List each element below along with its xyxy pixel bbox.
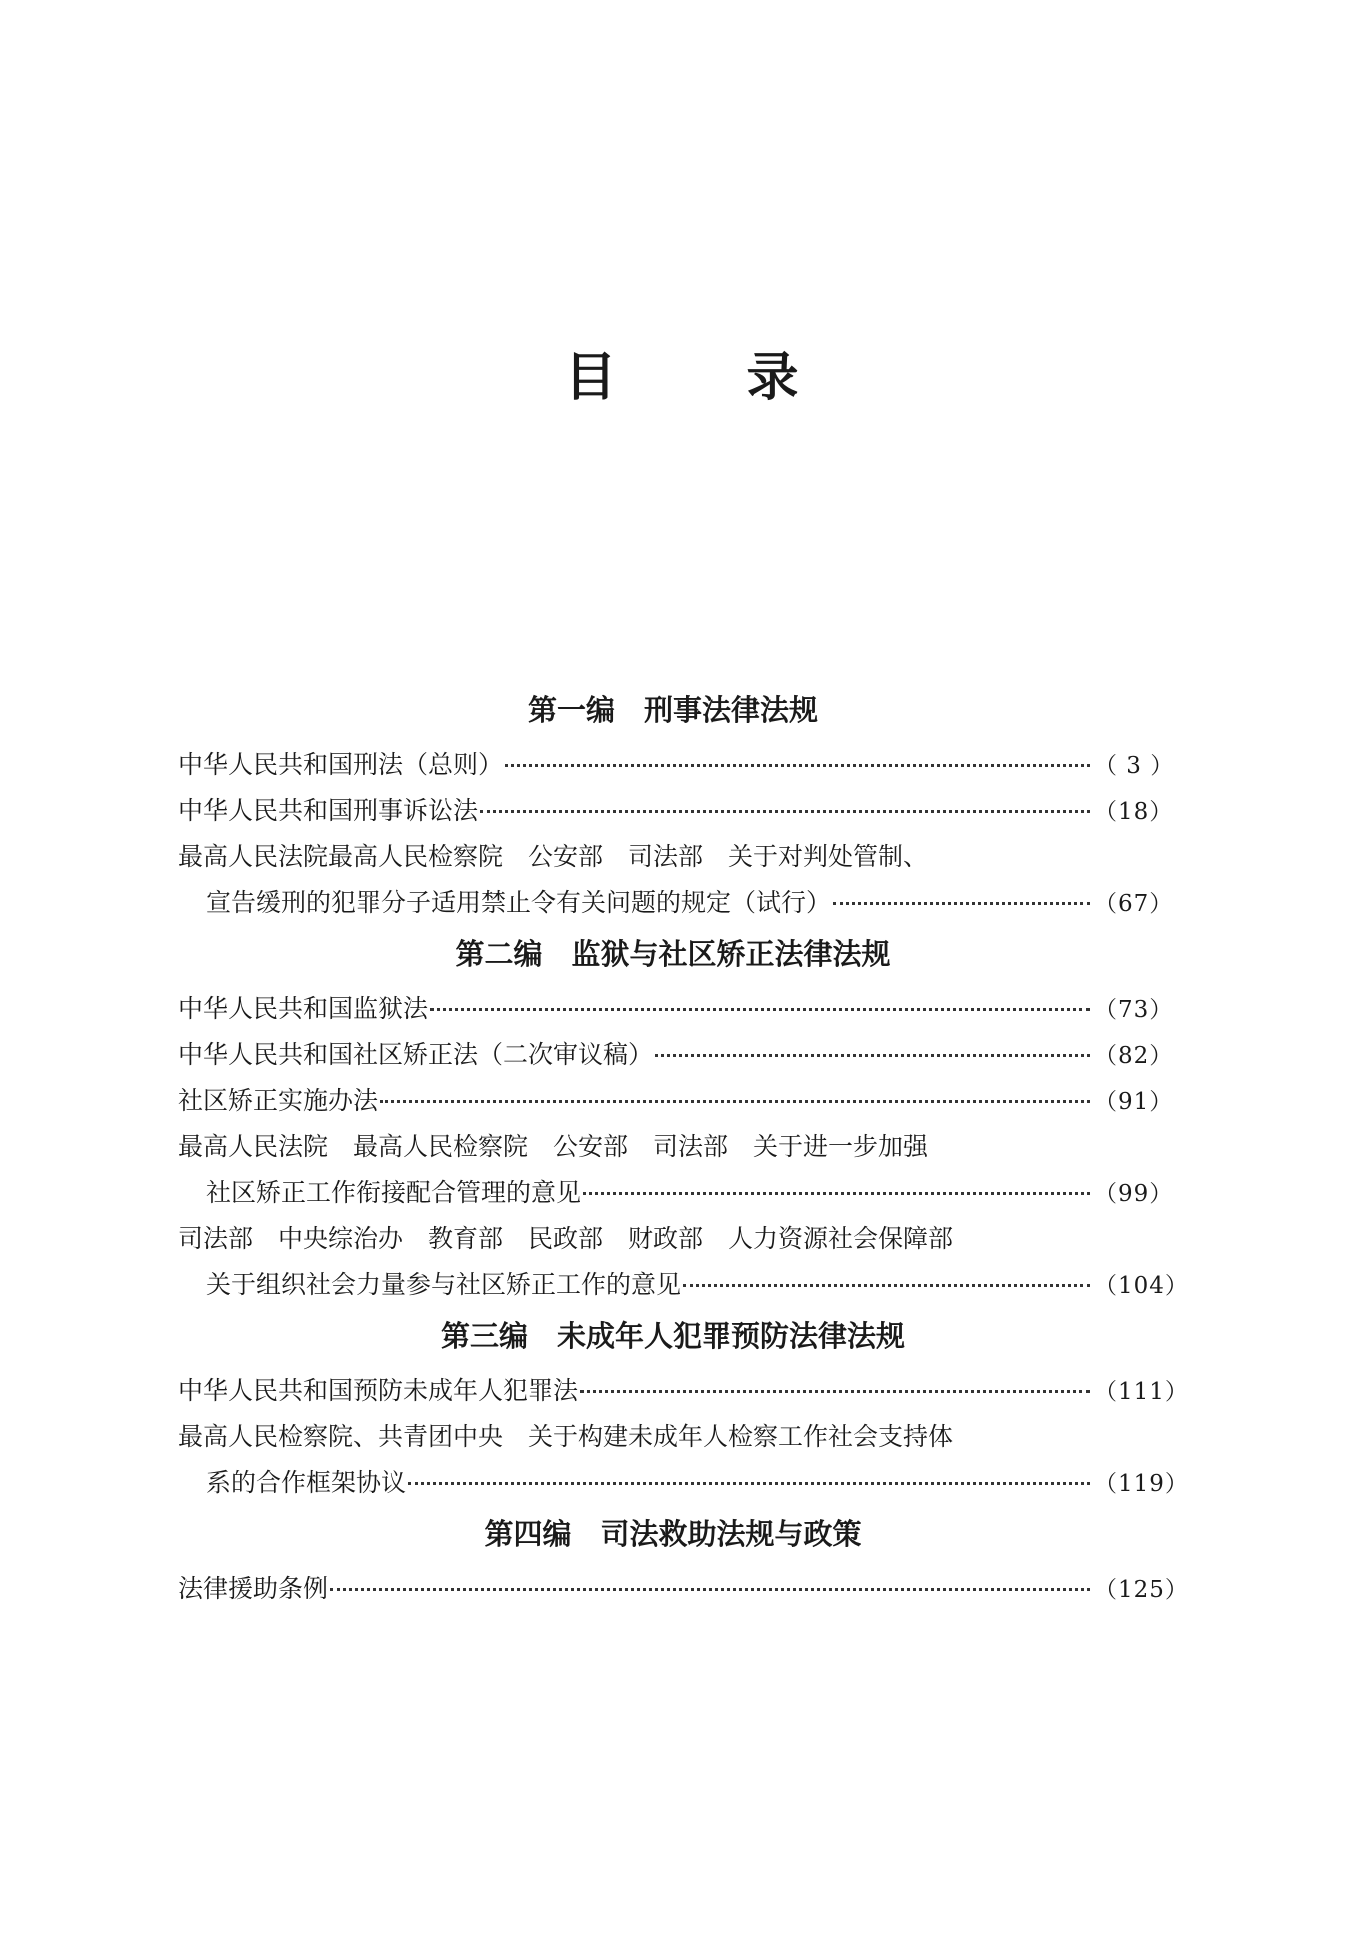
toc-entry-line xyxy=(178,1566,1189,1612)
toc-entry-continuation-line xyxy=(178,1460,1189,1506)
toc-entry[interactable] xyxy=(178,1078,1174,1124)
page-number: （119） xyxy=(1094,1471,1189,1497)
section-heading: 第四编 司法救助法规与政策 xyxy=(484,1517,862,1551)
toc-entry-title: 关于组织社会力量参与社区矫正工作的意见 xyxy=(206,1270,682,1299)
page-number: （125） xyxy=(1094,1577,1189,1603)
toc-entry-line xyxy=(178,742,1175,788)
page-number: （ 3 ） xyxy=(1094,753,1175,779)
dot-leader xyxy=(380,1099,1090,1103)
table-of-contents xyxy=(178,686,1189,1612)
dot-leader xyxy=(330,1587,1090,1591)
toc-entry[interactable] xyxy=(178,1566,1189,1612)
toc-entry-line xyxy=(178,1032,1174,1078)
toc-entry[interactable] xyxy=(178,1216,1189,1308)
toc-entry-title: 社区矫正实施办法 xyxy=(178,1086,379,1115)
toc-entry-title: 法律援助条例 xyxy=(178,1574,329,1603)
toc-entry-title: 中华人民共和国刑事诉讼法 xyxy=(178,796,479,825)
page-number: （91） xyxy=(1094,1089,1174,1115)
page-number: （73） xyxy=(1094,997,1174,1023)
toc-entry-title: 司法部 中央综治办 教育部 民政部 财政部 人力资源社会保障部 xyxy=(178,1224,954,1253)
toc-entry-title: 系的合作框架协议 xyxy=(206,1468,407,1497)
page-number: （104） xyxy=(1094,1273,1189,1299)
dot-leader xyxy=(583,1191,1090,1195)
toc-entry-line xyxy=(178,1414,1168,1460)
toc-section xyxy=(178,686,1175,926)
page-number: （111） xyxy=(1094,1379,1189,1405)
dot-leader xyxy=(480,809,1090,813)
toc-entry-title: 中华人民共和国监狱法 xyxy=(178,994,429,1023)
toc-entry-line xyxy=(178,986,1174,1032)
toc-entry-line xyxy=(178,1078,1174,1124)
dot-leader xyxy=(408,1481,1090,1485)
toc-entry-line xyxy=(178,1216,1168,1262)
toc-entry-title: 中华人民共和国刑法（总则） xyxy=(178,750,504,779)
section-heading: 第二编 监狱与社区矫正法律法规 xyxy=(455,937,891,971)
page-number: （18） xyxy=(1094,799,1174,825)
toc-entry[interactable] xyxy=(178,1124,1174,1216)
dot-leader xyxy=(683,1283,1090,1287)
toc-entry-title: 最高人民法院最高人民检察院 公安部 司法部 关于对判处管制、 xyxy=(178,842,929,871)
toc-entry-title: 中华人民共和国预防未成年人犯罪法 xyxy=(178,1376,579,1405)
page-title: 目 录 xyxy=(564,348,855,408)
toc-section xyxy=(178,930,1189,1308)
toc-entry-title: 中华人民共和国社区矫正法（二次审议稿） xyxy=(178,1040,654,1069)
dot-leader xyxy=(833,901,1090,905)
toc-entry[interactable] xyxy=(178,742,1175,788)
section-heading: 第三编 未成年人犯罪预防法律法规 xyxy=(440,1319,905,1353)
toc-entry-title: 社区矫正工作衔接配合管理的意见 xyxy=(206,1178,582,1207)
toc-entry-line xyxy=(178,1368,1189,1414)
toc-entry-continuation-line xyxy=(178,880,1174,926)
toc-entry-line xyxy=(178,834,1168,880)
dot-leader xyxy=(655,1053,1090,1057)
page-number: （99） xyxy=(1094,1181,1174,1207)
page-number: （67） xyxy=(1094,891,1174,917)
toc-section xyxy=(178,1510,1189,1612)
toc-entry[interactable] xyxy=(178,1032,1174,1078)
toc-entry[interactable] xyxy=(178,1414,1189,1506)
toc-entry[interactable] xyxy=(178,986,1174,1032)
toc-entry[interactable] xyxy=(178,1368,1189,1414)
toc-entry-line xyxy=(178,1124,1168,1170)
dot-leader xyxy=(580,1389,1090,1393)
toc-entry-title: 最高人民检察院、共青团中央 关于构建未成年人检察工作社会支持体 xyxy=(178,1422,954,1451)
dot-leader xyxy=(505,763,1090,767)
toc-entry[interactable] xyxy=(178,788,1174,834)
dot-leader xyxy=(430,1007,1090,1011)
toc-entry-continuation-line xyxy=(178,1262,1189,1308)
toc-entry-continuation-line xyxy=(178,1170,1174,1216)
section-heading: 第一编 刑事法律法规 xyxy=(527,693,818,727)
toc-entry[interactable] xyxy=(178,834,1174,926)
toc-entry-title: 宣告缓刑的犯罪分子适用禁止令有关问题的规定（试行） xyxy=(206,888,832,917)
toc-section xyxy=(178,1312,1189,1506)
toc-entry-line xyxy=(178,788,1174,834)
page-number: （82） xyxy=(1094,1043,1174,1069)
toc-entry-title: 最高人民法院 最高人民检察院 公安部 司法部 关于进一步加强 xyxy=(178,1132,929,1161)
